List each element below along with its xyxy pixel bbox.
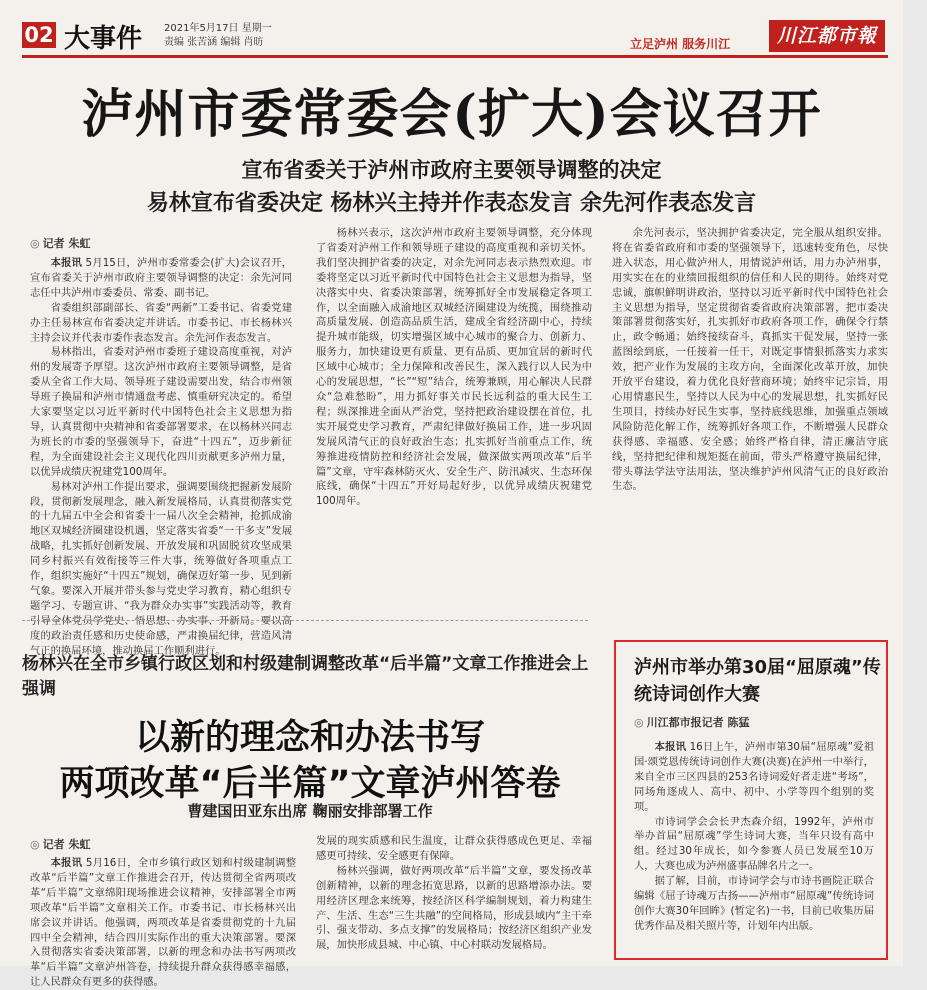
second-kicker: 杨林兴在全市乡镇行政区划和村级建制调整改革“后半篇”文章工作推进会上强调 xyxy=(22,654,589,699)
lead-paragraph xyxy=(30,256,292,301)
second-paragraph: 杨林兴强调，做好两项改革“后半篇”文章，要发扬改革创新精神，以新的理念拓宽思路，以新的思路增添办法。要用经济区理念来统筹，按经济区科学编制规划，着力构建生产、生活、生态“三生共融”的空间格局，形成县域内“主干牵引、强支带动、多点支撑”的发展格局；按经济区组织产业发展，加快形成县城、中心镇、中心村联动发展格局。 xyxy=(316,864,592,952)
sidebar-dateline: 本报讯 xyxy=(654,741,687,753)
sidebar-paragraph: 据了解，目前，市诗词学会与市诗书画院正联合编辑《屈子诗魂万古扬——泸州市“屈原魂”传统诗词创作大赛30年回眸》(暂定名)一书，目前已收集历届优秀作品及相关照片等，计划年内出版。 xyxy=(634,875,874,932)
lead-paragraph: 余先河表示，坚决拥护省委决定，完全服从组织安排。将在省委省政府和市委的坚强领导下，迅速转变角色，尽快进入状态，用心做泸州人，用情说泸州话，用力办泸州事，用实实在在的业绩回报组织的信任和人民的期待。始终对党忠诚，旗帜鲜明讲政治，坚持以习近平新时代中国特色社会主义思想为指导，坚定贯彻省委省政府决策部署，把市委决策部署贯彻落实好，扎实抓好市政府各项工作，确保令行禁止，政令畅通；始终接续奋斗，真抓实干促发展，坚持一张蓝图绘到底，一任接着一任干，对既定事情狠抓落实力求实效，把产业作为发展的主攻方向，全面深化改革开放，加快开放平台建设，着力优化良好营商环境；始终牢记宗旨，用心用情惠民生，坚持以人民为中心的发展思想，扎实抓好民生项目，持续办好民生实事，坚持底线思维，加强重点领域风险防范化解工作，统筹抓好各项工作，不断增强人民群众获得感、幸福感、安全感；始终严格自律，清正廉洁守底线，坚持把纪律和规矩挺在前面，带头严格遵守换届纪律，带头尊法学法守法用法，坚决维护泸州风清气正的良好政治生态。 xyxy=(612,227,888,493)
editors-line: 责编 张苦涵 编辑 肖昉 xyxy=(164,37,264,48)
sidebar-body xyxy=(634,740,874,954)
lead-paragraph-text: 5月15日，泸州市委常委会(扩大)会议召开，宣布省委关于泸州市政府主要领导调整的决定：余先河同志任中共泸州市委委员、常委、副书记。 xyxy=(30,257,292,299)
page-header xyxy=(22,14,888,58)
sidebar-paragraph-text: 16日上午，泸州市第30届“屈原魂”爱祖国·颂党恩传统诗词创作大赛(决赛)在泸州一中举行，来自全市三区四县的253名诗词爱好者走进“考场”，同场角逐成人、高中、初中、小学等四个组别的奖项。 xyxy=(634,741,875,813)
section-name: 大事件 xyxy=(64,24,143,54)
byline-marker-icon: ◎ xyxy=(30,838,40,851)
lead-paragraph: 易林对泸州工作提出要求，强调要围绕把握新发展阶段，贯彻新发展理念，融入新发展格局，认真贯彻落实党的十九届五中全会和省委十一届八次全会精神，抢抓成渝地区双城经济圈建设机遇，坚定落实省委“一干多支”发展战略，扎实抓好创新发展、开放发展和巩固脱贫攻坚成果同乡村振兴有效衔接等三件大事，统筹做好各项重点工作，组织实施好“十四五”规划，确保迈好第一步、见到新气象。要深入开展并带头参与党史学习教育，精心组织专题学习、专题宣讲、“我为群众办实事”实践活动等，教育引导全体党员学党史、悟思想、办实事、开新局。要以高度的政治责任感和历史使命感，严肃换届纪律，营造风清气正的换届环境，推动换届工作顺利进行。 xyxy=(30,480,292,657)
lead-dateline: 本报讯 xyxy=(50,257,83,269)
second-column-1 xyxy=(30,856,297,989)
second-byline-text: 记者 朱虹 xyxy=(42,838,91,851)
lead-column-1 xyxy=(30,256,292,657)
lead-paragraph: 省委组织部副部长、省委“两新”工委书记、省委党建办主任易林宣布省委决定并讲话。市委书记、市长杨林兴主持会议并代表市委作表态发言。余先河作表态发言。 xyxy=(30,301,292,344)
lead-paragraph: 易林指出，省委对泸州市委班子建设高度重视，对泸州的发展寄予厚望。这次泸州市政府主要领导调整，是省委从全省工作大局、领导班子建设需要出发，结合市州领导班子换届和泸州市情通盘考虑、慎重研究决定的。希望大家要坚定以习近平新时代中国特色社会主义思想为指导，认真贯彻中央精神和省委部署要求，在以杨林兴同志为班长的市委的坚强领导下，奋进“十四五”，迈步新征程，为全面建设社会主义现代化四川贡献更多泸州力量，以优异成绩庆祝建党100周年。 xyxy=(30,346,292,478)
sidebar-headline: 泸州市举办第30届“屈原魂”传统诗词创作大赛 xyxy=(634,657,881,705)
lead-subtitle-1: 宣布省委关于泸州市政府主要领导调整的决定 xyxy=(241,158,662,182)
paper-slogan: 立足泸州 服务川江 xyxy=(630,37,731,51)
header-meta xyxy=(164,22,272,50)
lead-column-2 xyxy=(316,226,592,608)
byline-marker-icon: ◎ xyxy=(634,716,644,729)
second-paragraph-text: 5月16日，全市乡镇行政区划和村级建制调整改革“后半篇”文章工作推进会召开，传达贯彻全省两项改革“后半篇”文章绵阳现场推进会议精神，安排部署全市两项改革“后半篇”文章相关工作。市委书记、市长杨林兴出席会议并讲话。他强调，两项改革是省委贯彻党的十九届四中全会精神，结合四川实际作出的重大决策部署。要深入贯彻落实省委决策部署，以新的理念和办法书写两项改革“后半篇”文章泸州答卷，持续提升群众获得感幸福感，让人民群众有更多的获得感。 xyxy=(30,857,297,989)
second-paragraph: 发展的现实质感和民生温度，让群众获得感成色更足、幸福感更可持续、安全感更有保障。 xyxy=(316,835,592,862)
lead-byline xyxy=(30,235,90,251)
sidebar-byline xyxy=(634,714,749,730)
page-number: 02 xyxy=(22,22,56,48)
lead-headline: 泸州市委常委会(扩大)会议召开 xyxy=(81,84,822,145)
viewer-scroll-area[interactable] xyxy=(903,0,927,966)
second-byline xyxy=(30,836,90,852)
second-headline-line-1: 以新的理念和办法书写 xyxy=(134,718,485,758)
second-dateline: 本报讯 xyxy=(50,857,83,869)
second-deck: 曹建国田亚东出席 鞠丽安排部署工作 xyxy=(187,802,433,820)
sidebar-box xyxy=(614,640,888,960)
second-headline-line-2: 两项改革“后半篇”文章泸州答卷 xyxy=(59,764,561,804)
sidebar-paragraph xyxy=(634,740,874,815)
sidebar-paragraph: 市诗词学会会长尹杰森介绍，1992年，泸州市举办首届“屈原魂”学生诗词大赛，当年只设有高中组。经过30年成长，如今参赛人员已发展至10万人，大赛也成为泸州盛事品牌名片之一。 xyxy=(634,815,874,873)
byline-marker-icon: ◎ xyxy=(30,237,40,250)
section-divider xyxy=(22,620,588,621)
issue-date: 2021年5月17日 星期一 xyxy=(164,23,272,34)
lead-byline-text: 记者 朱虹 xyxy=(42,237,91,250)
sidebar-byline-text: 川江都市报记者 陈猛 xyxy=(646,716,750,729)
lead-column-3 xyxy=(612,226,888,608)
second-column-2 xyxy=(316,834,592,960)
paper-logo: 川江都市報 xyxy=(769,20,885,52)
lead-subtitle-2: 易林宣布省委决定 杨林兴主持并作表态发言 余先河作表态发言 xyxy=(146,191,757,216)
lead-paragraph: 杨林兴表示，这次泸州市政府主要领导调整，充分体现了省委对泸州工作和领导班子建设的高度重视和亲切关怀。我们坚决拥护省委的决定，对余先河同志表示热烈欢迎。市委将坚定以习近平新时代中国特色社会主义思想为指导，坚决落实中央、省委决策部署，统筹抓好全市发展稳定各项工作，以全面融入成渝地区双城经济圈建设为统揽，围绕推动高质量发展、创造高品质生活，建成全省经济副中心，持续提升城市能级，切实增强区域中心城市的聚合力、创新力、服务力，加快建设更有质量、更有品质、更加宜居的新时代区域中心城市；全力保障和改善民生，深入践行以人民为中心的发展思想，“长”“短”结合，统筹兼顾，用心解决人民群众“急难愁盼”，用力抓好事关市民长远利益的重大民生工程；纵深推进全面从严治党，坚持把政治建设摆在首位，扎实开展党史学习教育，严肃纪律做好换届工作，进一步巩固发展风清气正的良好政治生态；扎实抓好当前重点工作，统筹推进疫情防控和经济社会发展，做深做实两项改革“后半篇”文章，守牢森林防灭火、安全生产、防汛减灾、生态环保底线，确保“十四五”开好局起好步，以优异成绩庆祝建党100周年。 xyxy=(316,227,592,508)
second-paragraph xyxy=(30,856,296,990)
